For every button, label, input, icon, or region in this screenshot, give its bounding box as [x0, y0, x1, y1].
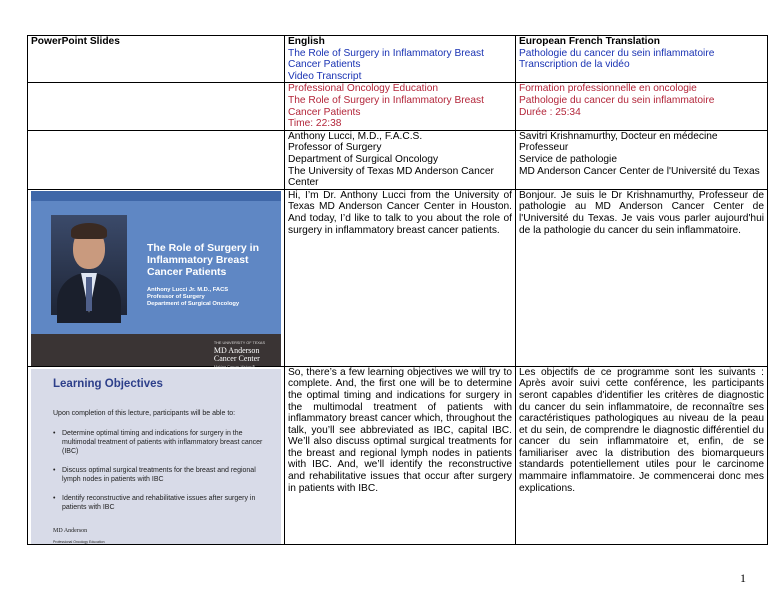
logo-line-1: MD Anderson — [213, 345, 260, 355]
english-para1: Hi, I’m Dr. Anthony Lucci from the University of Texas MD Anderson Cancer Center in Houston. And today, I’d like to talk to you about the role of surgery in inflammatory breast cancer patients. — [288, 189, 512, 236]
transcript-table — [27, 35, 768, 545]
objective-item: • Discuss optimal surgical treatments for the breast and regional lymph nodes in patients with IBC — [53, 466, 275, 484]
header-english: English — [288, 36, 325, 47]
french-header-cell — [516, 36, 768, 83]
logo-tagline: Making Cancer History® — [213, 364, 256, 369]
english-title: The Role of Surgery in Inflammatory Breast Cancer Patients — [288, 47, 484, 71]
english-speaker-role: Professor of Surgery — [288, 142, 382, 154]
english-speaker-cell — [285, 130, 516, 189]
english-edu-title: The Role of Surgery in Inflammatory Breast Cancer Patients — [288, 94, 484, 118]
english-speaker-inst: The University of Texas MD Anderson Cancer Center — [288, 165, 494, 189]
logo-line-2: Cancer Center — [213, 353, 260, 363]
slide-1-thumbnail — [31, 191, 281, 369]
presenter-name: Anthony Lucci Jr. M.D., FACS — [147, 286, 229, 293]
english-speaker-name: Anthony Lucci, M.D., F.A.C.S. — [288, 130, 423, 142]
french-para2-cell — [516, 366, 768, 544]
slide-1-title: The Role of Surgery in Inflammatory Breast Cancer Patients — [147, 241, 260, 278]
mdanderson-logo — [214, 339, 265, 371]
slide2-cell — [28, 366, 285, 544]
french-edu-title: Pathologie du cancer du sein inflammatoire — [519, 94, 715, 106]
mdanderson-logo-small — [53, 526, 105, 549]
presenter-photo — [51, 215, 127, 315]
french-subtitle: Transcription de la vidéo — [519, 59, 630, 71]
edu-row — [28, 83, 768, 130]
objective-item: • Determine optimal timing and indications for surgery in the multimodal treatment of patients with inflammatory breast cancer (IBC) — [53, 429, 275, 456]
slide-1-presenter — [147, 287, 239, 308]
french-para1-cell — [516, 189, 768, 366]
presenter-dept: Department of Surgical Oncology — [147, 300, 240, 307]
presenter-role: Professor of Surgery — [147, 293, 205, 300]
logo-small-text: THE UNIVERSITY OF TEXAS — [213, 340, 265, 345]
english-edu-time: Time: 22:38 — [288, 118, 342, 130]
objective-item: • Identify reconstructive and rehabilitative issues after surgery in patients with IBC — [53, 494, 275, 512]
slide-2-intro: Upon completion of this lecture, participants will be able to: — [53, 409, 236, 417]
header-powerpoint-slides: PowerPoint Slides — [28, 36, 285, 83]
slide1-row — [28, 189, 768, 366]
french-title: Pathologie du cancer du sein inflammatoire — [519, 47, 715, 59]
english-edu-cell — [285, 83, 516, 130]
speaker-row — [28, 130, 768, 189]
logo2-text: MD Anderson — [53, 527, 88, 534]
english-para2-cell — [285, 366, 516, 544]
french-edu-line: Formation professionnelle en oncologie — [519, 83, 697, 95]
english-para2: So, there’s a few learning objectives we will try to complete. And, the first one will be to determine the optimal timing and indications for surgery in the multimodal treatment of patients with inflammatory breast cancer which, throughout the talk, you’ll see abbreviated as IBC, capital IBC. We’ll also discuss optimal surgical treatments for the breast and regional lymph nodes in patients with IBC. And, we’ll identify the reconstructive and rehabilitative issues that occur after surgery in patients with IBC. — [288, 366, 512, 494]
english-speaker-dept: Department of Surgical Oncology — [288, 153, 439, 165]
french-edu-time: Durée : 25:34 — [519, 106, 581, 118]
slide-2-title: Learning Objectives — [53, 377, 163, 390]
french-speaker-cell — [516, 130, 768, 189]
slide-2-thumbnail — [31, 369, 281, 544]
english-edu-line: Professional Oncology Education — [288, 83, 439, 95]
french-para2: Les objectifs de ce programme sont les suivants : Après avoir suivi cette conférence, les participants seront capables d'identifier les critères de diagnostic du cancer du sein inflammatoire, de reconnaître ses caractéristiques pathologiques au niveau de la peau et du sein, de comprendre le diagnostic différentiel du cancer du sein inflammatoire et, enfin, de se familiariser avec la distribution des biomarqueurs standards potentiellement utiles pour le carcinome mammaire inflammatoire. Je commencerai donc mes explications. — [519, 366, 764, 494]
blank-slide-cell — [28, 83, 285, 130]
objectives-list — [53, 429, 275, 522]
french-speaker-name: Savitri Krishnamurthy, Docteur en médecine — [519, 130, 718, 142]
page-number: 1 — [740, 571, 746, 585]
french-edu-cell — [516, 83, 768, 130]
french-speaker-dept: Service de pathologie — [519, 153, 617, 165]
logo2-small-text: Professional Oncology Education — [53, 540, 105, 545]
slide1-cell — [28, 189, 285, 369]
english-header-cell — [285, 36, 516, 83]
slide-top-band — [31, 191, 281, 201]
french-para1: Bonjour. Je suis le Dr Krishnamurthy, Professeur de pathologie au MD Anderson Cancer Center de l'Université du Texas. Je vais vous parler aujourd'hui de la pathologie du cancer du sein inflammatoire. — [519, 189, 764, 236]
blank-slide-cell — [28, 130, 285, 189]
slide2-row — [28, 366, 768, 544]
french-speaker-role: Professeur — [519, 142, 569, 154]
header-row — [28, 36, 768, 83]
english-subtitle: Video Transcript — [288, 70, 362, 82]
french-speaker-inst: MD Anderson Cancer Center de l'Université du Texas — [519, 165, 760, 177]
english-para1-cell — [285, 189, 516, 366]
header-french: European French Translation — [519, 36, 660, 47]
